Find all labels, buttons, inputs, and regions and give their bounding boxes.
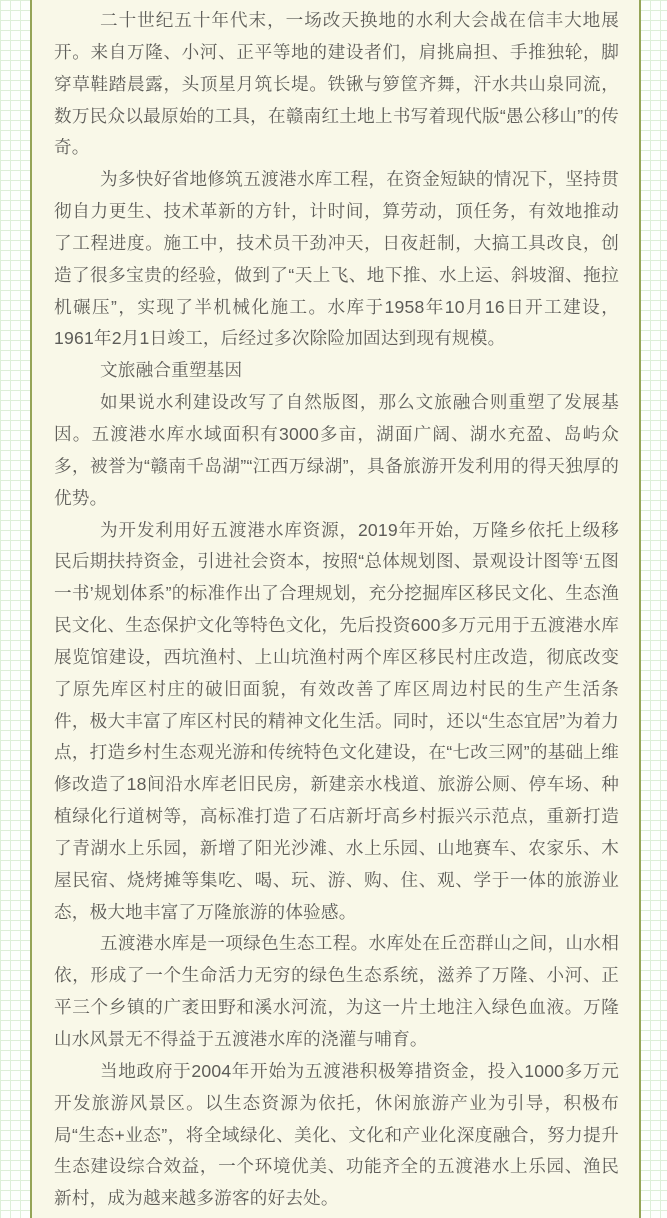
article-paragraph: 当地政府于2004年开始为五渡港积极筹措资金，投入1000多万元开发旅游风景区。以生态资源为依托，休闲旅游产业为引导，积极布局“生态+业态”，将全域绿化、美化、文化和产业化深度融合，努力提升生态建设综合效益，一个环境优美、功能齐全的五渡港水上乐园、渔民新村，成为越来越多游客的好去处。 bbox=[54, 1060, 619, 1209]
article-paragraph: 如果说水利建设改写了自然版图，那么文旅融合则重塑了发展基因。五渡港水库水域面积有3000多亩，湖面广阔、湖水充盈、岛屿众多，被誉为“赣南千岛湖”“江西万绿湖”，具备旅游开发利用的得天独厚的优势。 bbox=[54, 392, 619, 508]
article-paragraph: 五渡港水库是一项绿色生态工程。水库处在丘峦群山之间，山水相依，形成了一个生命活力无穷的绿色生态系统，滋养了万隆、小河、正平三个乡镇的广袤田野和溪水河流，为这一片土地注入绿色血液。万隆山水风景无不得益于五渡港水库的浇灌与哺育。 bbox=[54, 933, 619, 1049]
article-page bbox=[30, 0, 641, 1218]
article-paragraph: 为开发利用好五渡港水库资源，2019年开始，万隆乡依托上级移民后期扶持资金，引进社会资本，按照“总体规划图、景观设计图等‘五图一书’规划体系”的标准作出了合理规划，充分挖掘库区移民文化、生态渔民文化、生态保护文化等特色文化，先后投资600多万元用于五渡港水库展览馆建设，西坑渔村、上山坑渔村两个库区移民村庄改造，彻底改变了原先库区村庄的破旧面貌，有效改善了库区周边村民的生产生活条件，极大丰富了库区村民的精神文化生活。同时，还以“生态宜居”为着力点，打造乡村生态观光游和传统特色文化建设，在“七改三网”的基础上维修改造了18间沿水库老旧民房，新建亲水栈道、旅游公厕、停车场、种植绿化行道树等，高标准打造了石店新圩高乡村振兴示范点，重新打造了青湖水上乐园，新增了阳光沙滩、水上乐园、山地赛车、农家乐、木屋民宿、烧烤摊等集吃、喝、玩、游、购、住、观、学于一体的旅游业态，极大地丰富了万隆旅游的体验感。 bbox=[54, 519, 619, 922]
article-paragraph: 二十世纪五十年代末，一场改天换地的水利大会战在信丰大地展开。来自万隆、小河、正平等地的建设者们，肩挑扁担、手推独轮，脚穿草鞋踏晨露，头顶星月筑长堤。铁锹与箩筐齐舞，汗水共山泉同流，数万民众以最原始的工具，在赣南红土地上书写着现代版“愚公移山”的传奇。 bbox=[54, 10, 619, 158]
section-heading: 文旅融合重塑基因 bbox=[100, 360, 243, 381]
article-paragraph: 为多快好省地修筑五渡港水库工程，在资金短缺的情况下，坚持贯彻自力更生、技术革新的方针，计时间，算劳动，顶任务，有效地推动了工程进度。施工中，技术员干劲冲天，日夜赶制，大搞工具改良，创造了很多宝贵的经验，做到了“天上飞、地下推、水上运、斜坡溜、拖拉机碾压”，实现了半机械化施工。水库于1958年10月16日开工建设，1961年2月1日竣工，后经过多次除险加固达到现有规模。 bbox=[54, 169, 619, 349]
article-body bbox=[54, 5, 619, 1215]
